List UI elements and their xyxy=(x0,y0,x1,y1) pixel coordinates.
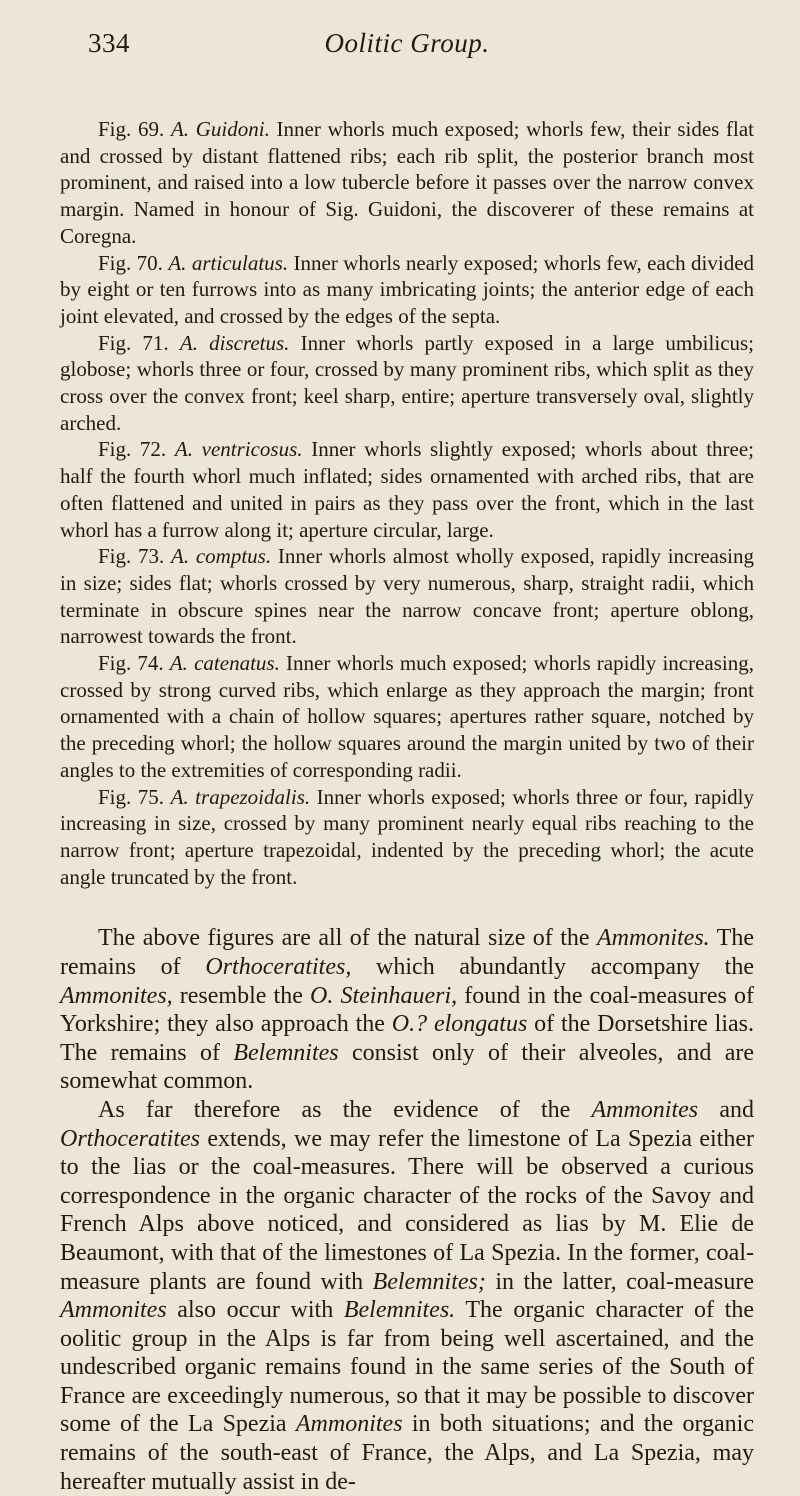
text-run: of the Dorsetshire lias. The remains of xyxy=(60,1011,754,1066)
page-number: 334 xyxy=(88,28,130,58)
figure-description xyxy=(60,330,754,437)
text-run: also occur with xyxy=(166,1297,344,1324)
italic-term: Orthoceratites xyxy=(60,1125,200,1152)
text-run: in the latter, coal-measure xyxy=(485,1268,754,1295)
figure-description xyxy=(60,250,754,330)
figure-label: Fig. 70. xyxy=(98,250,163,275)
figure-label: Fig. 71. xyxy=(98,330,169,355)
italic-term: Ammonites xyxy=(60,1297,167,1324)
figure-text: Inner whorls exposed; whorls three or four, rapidly increasing in size, crossed by many prominent nearly equal ribs reaching to the narrow front; aperture trapezoidal, indented by the preceding whorl; the acute angle truncated by the front. xyxy=(60,784,754,889)
italic-term: Ammonites xyxy=(295,1411,403,1438)
figure-label: Fig. 73. xyxy=(98,544,165,569)
italic-term: Orthoceratites, xyxy=(205,953,352,980)
text-run: As far therefore as the evidence of the xyxy=(98,1096,592,1123)
italic-term: Ammonites xyxy=(591,1096,699,1123)
italic-term: Belemnites. xyxy=(343,1297,456,1324)
text-run: found in the coal-measures of Yorkshire; they also approach the xyxy=(60,982,755,1038)
figure-description xyxy=(60,436,754,543)
figure-descriptions xyxy=(60,116,754,890)
figure-label: Fig. 74. xyxy=(98,651,164,676)
italic-term: O. Steinhaueri, xyxy=(310,982,458,1009)
running-title: Oolitic Group. xyxy=(324,28,490,58)
italic-term: Belemnites; xyxy=(372,1268,486,1295)
species-name: A. articulatus. xyxy=(168,250,289,275)
figure-text: Inner whorls partly exposed in a large umbilicus; globose; whorls three or four, crossed by many prominent ribs, which split as they cross over the convex front; keel sharp, entire; aperture transversely oval, slightly arched. xyxy=(60,330,755,435)
text-run: The remains of xyxy=(60,925,754,980)
section-break xyxy=(60,890,754,924)
species-name: A. catenatus. xyxy=(169,651,280,676)
species-name: A. trapezoidalis. xyxy=(170,784,311,809)
species-name: A. Guidoni. xyxy=(170,117,270,141)
figure-text: Inner whorls much exposed; whorls rapidly increasing, crossed by strong curved ribs, which enlarge as they approach the margin; front ornamented with a chain of hollow squares; apertures rather square, notched by the preceding whorl; the hollow squares around the margin united by two of their angles to the extremities of corresponding radii. xyxy=(60,651,754,782)
italic-term: Ammonites, xyxy=(60,982,173,1009)
figure-label: Fig. 72. xyxy=(98,437,167,462)
body-paragraph xyxy=(60,1096,754,1496)
figure-text: Inner whorls slightly exposed; whorls about three; half the fourth whorl much inflated; sides ornamented with arched ribs, that are often flattened and united in pairs as they pass over the front, which in the last whorl has a furrow along it; aperture circular, large. xyxy=(60,437,755,542)
text-run: and xyxy=(698,1096,755,1123)
figure-description xyxy=(60,116,754,250)
species-name: A. comptus. xyxy=(171,544,272,569)
figure-label: Fig. 75. xyxy=(98,784,165,809)
text-run: extends, we may refer the limestone of La Spezia either to the lias or the coal-measures. There will be observed a curious correspondence in the organic character of the rocks of the Savoy and French Alps above noticed, and considered as lias by M. Elie de Beaumont, with that of the limestones of La Spezia. In the former, coal-measure plants are found with xyxy=(60,1125,754,1295)
text-run: resemble the xyxy=(172,982,310,1009)
body-paragraph xyxy=(60,924,754,1096)
species-name: A. ventricosus. xyxy=(174,437,303,462)
figure-text: Inner whorls nearly exposed; whorls few, each divided by eight or ten furrows into as many imbricating joints; the anterior edge of each joint elevated, and crossed by the edges of the septa. xyxy=(60,250,755,328)
italic-term: Belemnites xyxy=(233,1039,339,1066)
text-run: which abundantly accompany the xyxy=(351,953,755,980)
body-text xyxy=(60,924,754,1496)
species-name: A. discretus. xyxy=(179,330,290,355)
figure-description xyxy=(60,650,754,784)
figure-description xyxy=(60,784,754,891)
page-header xyxy=(60,28,754,72)
italic-term: Ammonites. xyxy=(597,925,710,952)
text-run: The organic character of the oolitic group in the Alps is far from being well ascertained, and the undescribed organic remains found in the same series of the South of France are exceedingly numerous, so that it may be possible to discover some of the La Spezia xyxy=(60,1297,755,1438)
text-run: The above figures are all of the natural size of the xyxy=(98,925,598,952)
text-run: in both situations; and the organic remains of the south-east of France, the Alps, and La Spezia, may hereafter mutually assist in de- xyxy=(60,1411,755,1495)
text-run: consist only of their alveoles, and are somewhat common. xyxy=(60,1039,755,1095)
figure-text: Inner whorls almost wholly exposed, rapidly increasing in size; sides flat; whorls crossed by very numerous, sharp, straight radii, which terminate in obscure spines near the narrow concave front; aperture oblong, narrowest towards the front. xyxy=(60,544,754,649)
figure-label: Fig. 69. xyxy=(98,117,165,141)
figure-text: Inner whorls much exposed; whorls few, their sides flat and crossed by distant flattened ribs; each rib split, the posterior branch most prominent, and raised into a low tubercle before it passes over the narrow convex margin. Named in honour of Sig. Guidoni, the discoverer of these remains at Coregna. xyxy=(60,117,755,248)
figure-description xyxy=(60,543,754,650)
italic-term: O.? elongatus xyxy=(391,1011,528,1038)
